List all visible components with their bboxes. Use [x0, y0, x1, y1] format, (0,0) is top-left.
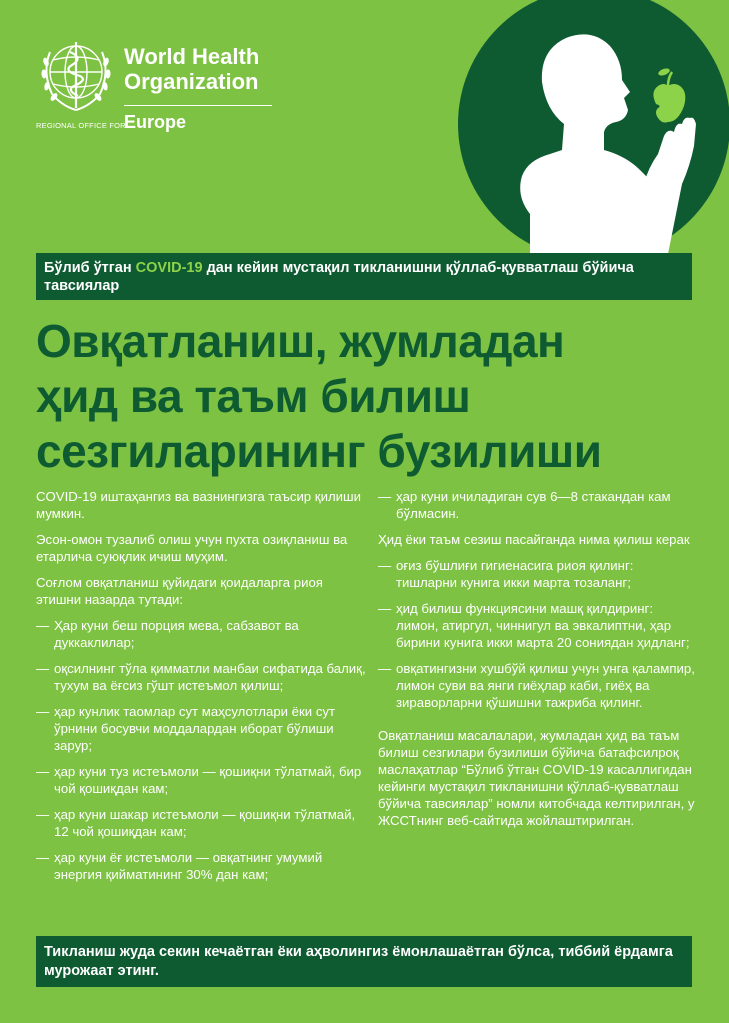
title-line3: сезгиларининг бузилиши: [36, 425, 602, 477]
list-item: — ҳар кунлик таомлар сут маҳсулотлари ёки сут ўрнини босувчи моддалардан иборат бўлиши зарур;: [36, 703, 371, 754]
footer-banner: Тикланиш жуда секин кечаётган ёки аҳволингиз ёмонлашаётган бўлса, тиббий ёрдамга мурожаат этинг.: [36, 936, 692, 987]
left-column: [36, 488, 371, 892]
title-line2: ҳид ва таъм билиш: [36, 370, 471, 422]
list-item: — ҳар куни ёғ истеъмоли — овқатнинг умумий энергия қийматининг 30% дан кам;: [36, 849, 371, 883]
banner-accent: COVID-19: [135, 260, 203, 276]
nutrition-paragraph: Эсон-омон тузалиб олиш учун пухта озиқланиш ва етарлича суюқлик ичиш муҳим.: [36, 532, 348, 564]
list-item: — Ҳар куни беш порция мева, сабзавот ва дуккаклилар;: [36, 617, 371, 651]
smell-taste-subheading: Ҳид ёки таъм сезиш пасайганда нима қилиш керак: [378, 532, 690, 547]
regional-office-name: Europe: [124, 112, 187, 132]
page-title: [36, 314, 696, 479]
list-item: — ҳид билиш функциясини машқ қилдиринг: лимон, атиргул, чиннигул ва эвкалиптни, ҳар бирини кунига икки марта 20 сониядан ҳидланг;: [378, 600, 698, 651]
who-logo: [36, 38, 276, 138]
list-item: — оғиз бўшлиғи гигиенасига риоя қилинг: тишларни кунига икки марта тозаланг;: [378, 557, 698, 591]
subtitle-banner: [36, 253, 692, 300]
regional-office-label: REGIONAL OFFICE FOR: [36, 121, 126, 130]
intro-paragraph: COVID-19 иштаҳангиз ва вазнингизга таъсир қилиши мумкин.: [36, 489, 361, 521]
who-name: [124, 44, 284, 94]
water-list: [378, 488, 698, 522]
healthy-eating-list: [36, 617, 371, 883]
right-column: [378, 488, 698, 838]
closing-paragraph: Овқатланиш масалалари, жумладан ҳид ва таъм билиш сезгилари бузилиши бўйича батафсилроқ маслаҳатлар “Бўлиб ўтган COVID-19 касаллигидан кейинги мустақил тикланишни қўллаб-қувватлаш бўйича тавсиялар” номли китобчада келтирилган, у ЖССТнинг веб-сайтида жойлаштирилган.: [378, 728, 695, 828]
list-item: — ҳар куни ичиладиган сув 6—8 стакандан кам бўлмасин.: [378, 488, 698, 522]
logo-divider: [124, 105, 272, 106]
who-name-line2: Organization: [124, 69, 259, 94]
title-line1: Овқатланиш, жумладан: [36, 315, 565, 367]
banner-text-after: дан кейин мустақил тикланишни қўллаб-қувватлаш бўйича тавсиялар: [44, 260, 634, 294]
banner-text-before: Бўлиб ўтган: [44, 260, 136, 276]
healthy-eating-paragraph: Соғлом овқатланиш қуйидаги қоидаларга риоя этишни назарда тутади:: [36, 575, 323, 607]
who-name-line1: World Health: [124, 44, 260, 69]
smell-taste-list: [378, 557, 698, 711]
list-item: — овқатингизни хушбўй қилиш учун унга қалампир, лимон суви ва янги гиёҳлар каби, гиёҳ ва зираворларни қўшишни тажриба қилинг.: [378, 660, 698, 711]
hero-illustration: [458, 0, 729, 254]
list-item: — ҳар куни туз истеъмоли — қошиқни тўлатмай, бир чой қошиқдан кам;: [36, 763, 371, 797]
who-emblem-icon: [36, 38, 116, 114]
list-item: — оқсилнинг тўла қимматли манбаи сифатида балиқ, тухум ва ёғсиз гўшт истеъмол қилиш;: [36, 660, 371, 694]
list-item: — ҳар куни шакар истеъмоли — қошиқни тўлатмай, 12 чой қошиқдан кам;: [36, 806, 371, 840]
